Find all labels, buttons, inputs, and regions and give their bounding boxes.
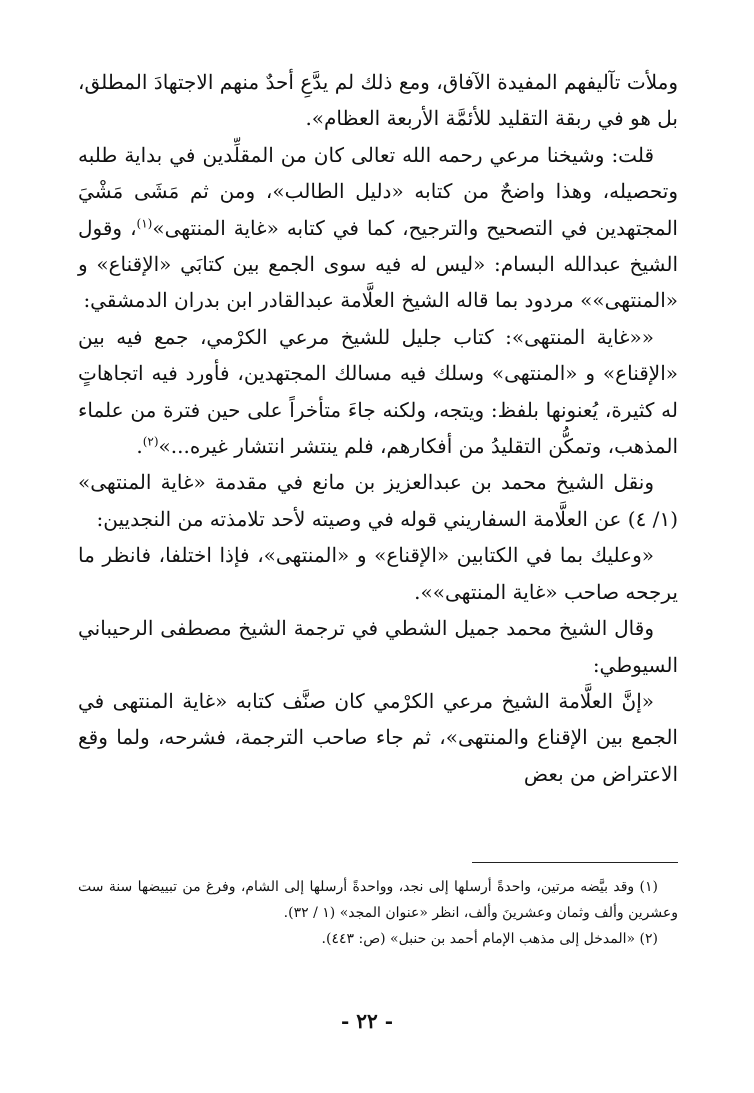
paragraph-5-quote: «وعليك بما في الكتابين «الإقناع» و «المنتهى»، فإذا اختلفا، فانظر ما يرجحه صاحب «غاية المنتهى»». bbox=[78, 543, 678, 604]
paragraph-6: وقال الشيخ محمد جميل الشطي في ترجمة الشيخ مصطفى الرحيباني السيوطي: bbox=[78, 616, 678, 677]
paragraph-1: وملأت تآليفهم المفيدة الآفاق، ومع ذلك لم يدَّعِ أحدٌ منهم الاجتهادَ المطلق، بل هو في ربقة التقليد للأئمَّة الأربعة العظام». bbox=[78, 70, 678, 131]
paragraph-4: ونقل الشيخ محمد بن عبدالعزيز بن مانع في مقدمة «غاية المنتهى» (١/ ٤) عن العلَّامة السفاريني قوله في وصيته لأحد تلامذته من النجديين: bbox=[78, 470, 678, 531]
main-text bbox=[78, 64, 678, 792]
footnote-2: (٢) «المدخل إلى مذهب الإمام أحمد بن حنبل» (ص: ٤٤٣). bbox=[321, 931, 658, 947]
footnote-ref-2: (٢) bbox=[142, 434, 159, 449]
paragraph-2-text-a: قلت: وشيخنا مرعي رحمه الله تعالى كان من المقلِّدين في بداية طلبه وتحصيله، وهذا واضحٌ من كتابه «دليل الطالب»، ومن ثم مَشَى مَشْيَ المجتهدين في التصحيح والترجيح، كما في كتابه «غاية المنتهى» bbox=[78, 142, 678, 240]
paragraph-2-text-b: ، وقول الشيخ عبدالله البسام: «ليس له فيه سوى الجمع بين كتابَي «الإقناع» و «المنتهى»» مردود بما قاله الشيخ العلَّامة عبدالقادر ابن بدران الدمشقي: bbox=[78, 215, 678, 313]
footnote-divider bbox=[472, 862, 678, 863]
page-number: - ٢٢ - bbox=[340, 1009, 393, 1033]
paragraph-3-text-b: . bbox=[136, 434, 143, 459]
paragraph-3-quote bbox=[78, 319, 678, 465]
paragraph-2 bbox=[78, 137, 678, 319]
paragraph-3-text-a: ««غاية المنتهى»: كتاب جليل للشيخ مرعي الكرْمي، جمع فيه بين «الإقناع» و «المنتهى» وسلك فيه مسالك المجتهدين، فأورد فيه اتجاهاتٍ له كثيرة، يُعنونها بلفظ: ويتجه، ولكنه جاءَ متأخراً على حين فترة من علماء المذهب، وتمكُّن التقليدُ من أفكارهم، فلم ينتشر انتشار غيره...» bbox=[78, 324, 678, 459]
paragraph-7-quote: «إنَّ العلَّامة الشيخ مرعي الكرْمي كان صنَّف كتابه «غاية المنتهى في الجمع بين الإقناع والمنتهى»، ثم جاء صاحب الترجمة، فشرحه، ولما وقع الاعتراض من بعض bbox=[78, 688, 678, 786]
footnote-1: (١) وقد بيَّضه مرتين، واحدةً أرسلها إلى نجد، وواحدةً أرسلها إلى الشام، وفرغ من تبييضها سنة ست وعشرين وألف وثمان وعشرينَ وألف، انظر «عنوان المجد» (١ / ٣٢). bbox=[78, 879, 678, 921]
footnotes bbox=[78, 874, 678, 952]
footnote-ref-1: (١) bbox=[136, 215, 153, 230]
